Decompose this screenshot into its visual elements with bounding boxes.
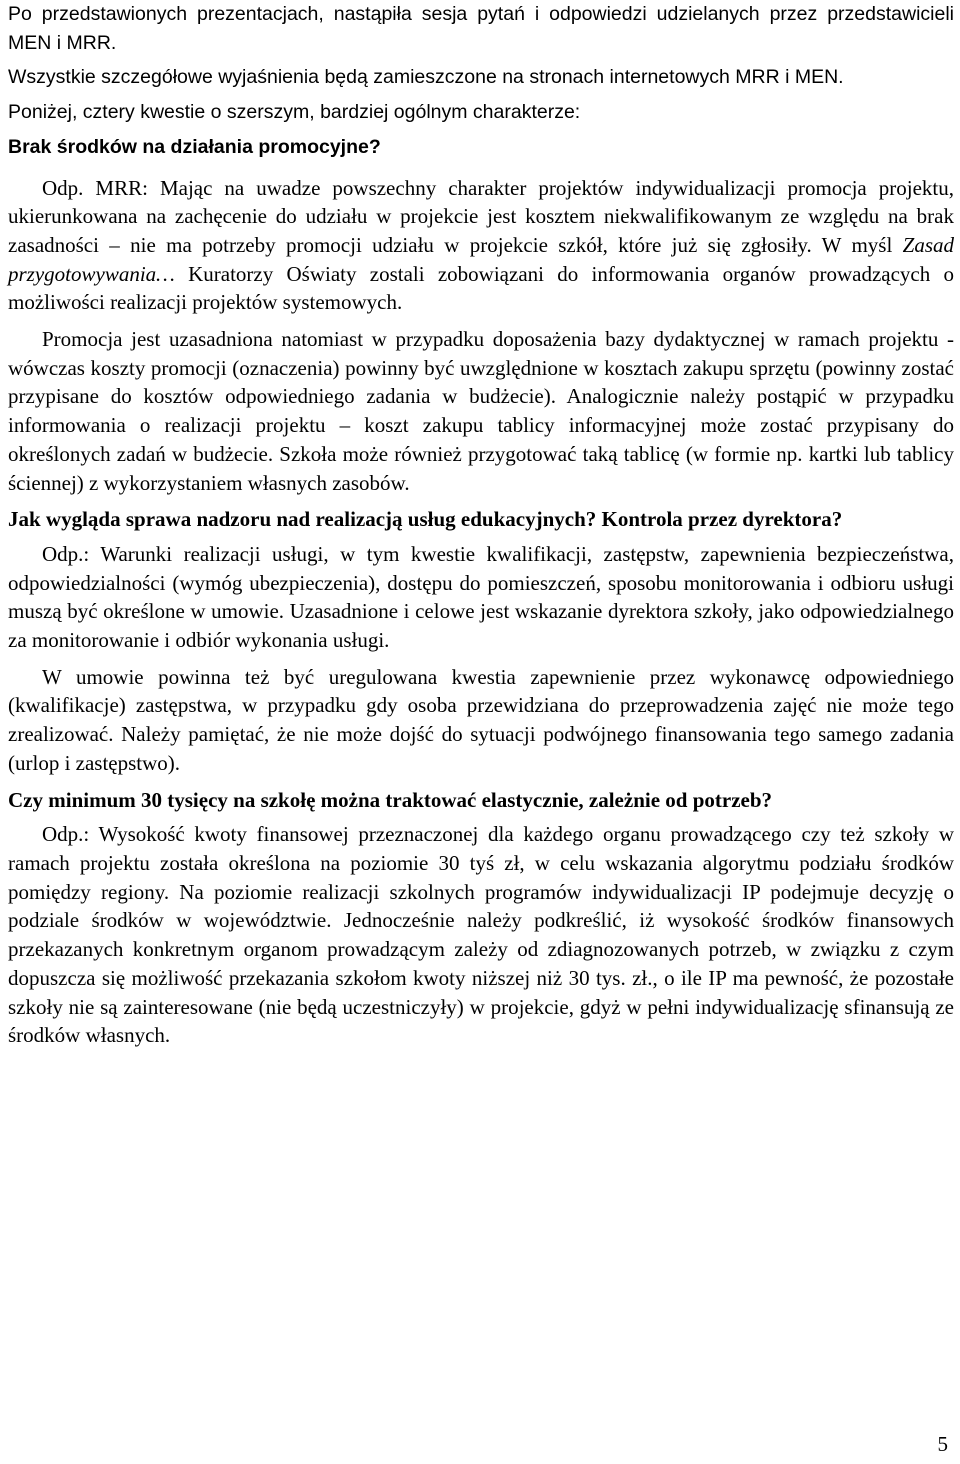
answer-promotion: [8, 174, 954, 318]
intro-paragraph-2: Wszystkie szczegółowe wyjaśnienia będą zamieszczone na stronach internetowych MRR i MEN.: [8, 66, 844, 89]
answer-promotion-text-2: Kuratorzy Oświaty zostali zobowiązani do informowania organów prowadzących o możliwości realizacji projektów systemowych.: [8, 261, 954, 315]
question-minimum-amount: Czy minimum 30 tysięcy na szkołę można traktować elastycznie, zależnie od potrzeb?: [8, 787, 773, 812]
page-number: 5: [937, 1432, 948, 1456]
answer-promotion-italic: Zasad przygotowywania…: [8, 232, 954, 286]
question-promotion: Brak środków na działania promocyjne?: [8, 135, 381, 158]
question-supervision: Jak wygląda sprawa nadzoru nad realizacją usług edukacyjnych? Kontrola przez dyrektora?: [8, 507, 843, 532]
promotion-paragraph-2: Promocja jest uzasadniona natomiast w przypadku doposażenia bazy dydaktycznej w ramach projektu - wówczas koszty promocji (oznaczenia) powinny być uwzględnione w kosztach zakupu sprzętu (powinny zostać przypisane do kosztów odpowiedniego zadania w budżecie). Analogicznie należy postąpić w przypadku informowania o realizacji projektu – koszt zakupu tablicy informacyjnej może zostać przypisany do określonych zadań w budżecie. Szkoła może również przygotować taką tablicę (w formie np. kartki lub tablicy ściennej) z wykorzystaniem własnych zasobów.: [8, 327, 954, 495]
intro-paragraph-1: Po przedstawionych prezentacjach, nastąpiła sesja pytań i odpowiedzi udzielanych przez przedstawicieli MEN i MRR.: [8, 3, 954, 54]
answer-minimum-amount: Odp.: Wysokość kwoty finansowej przeznaczonej dla każdego organu prowadzącego czy też szkoły w ramach projektu została określona na poziomie 30 tyś zł, w celu wskazania algorytmu podziału środków pomiędzy regiony. Na poziomie realizacji szkolnych programów indywidualizacji IP podejmuje decyzję o podziale środków w województwie. Jednocześnie należy podkreślić, iż wysokość środków finansowych przekazanych konkretnym organom prowadzącym zależy od zdiagnozowanych potrzeb, w związku z czym dopuszcza się możliwość przekazania szkołom kwoty niższej niż 30 tys. zł., o ile IP ma pewność, że pozostałe szkoły nie są zainteresowane (nie będą uczestniczyły) w projekcie, gdyż w pełni indywidualizację sfinansują ze środków własnych.: [8, 822, 954, 1048]
supervision-paragraph-2: W umowie powinna też być uregulowana kwestia zapewnienie przez wykonawcę odpowiedniego (kwalifikacje) zastępstwa, w przypadku gdy osoba przewidziana do przeprowadzenia zajęć nie może tego zrealizować. Należy pamiętać, że nie może dojść do sytuacji podwójnego finansowania tego samego zadania (urlop i zastępstwo).: [8, 664, 954, 775]
answer-supervision: Odp.: Warunki realizacji usługi, w tym kwestie kwalifikacji, zastępstw, zapewnienia bezpieczeństwa, odpowiedzialności (wymóg ubezpieczenia), dostępu do pomieszczeń, sposobu monitorowania i odbioru usługi muszą być określone w umowie. Uzasadnione i celowe jest wskazanie dyrektora szkoły, jako odpowiedzialnego za monitorowanie i odbiór wykonania usługi.: [8, 541, 954, 653]
document-page: [8, 0, 954, 1050]
intro-paragraph-3: Poniżej, cztery kwestie o szerszym, bardziej ogólnym charakterze:: [8, 101, 581, 124]
answer-promotion-text-1: Odp. MRR: Mając na uwadze powszechny charakter projektów indywidualizacji promocja projektu, ukierunkowana na zachęcenie do udziału w projekcie jest kosztem niekwalifikowanym ze względu na brak zasadności – nie ma potrzeby promocji udziału w projekcie szkół, które już się zgłosiły. W myśl: [8, 175, 954, 257]
